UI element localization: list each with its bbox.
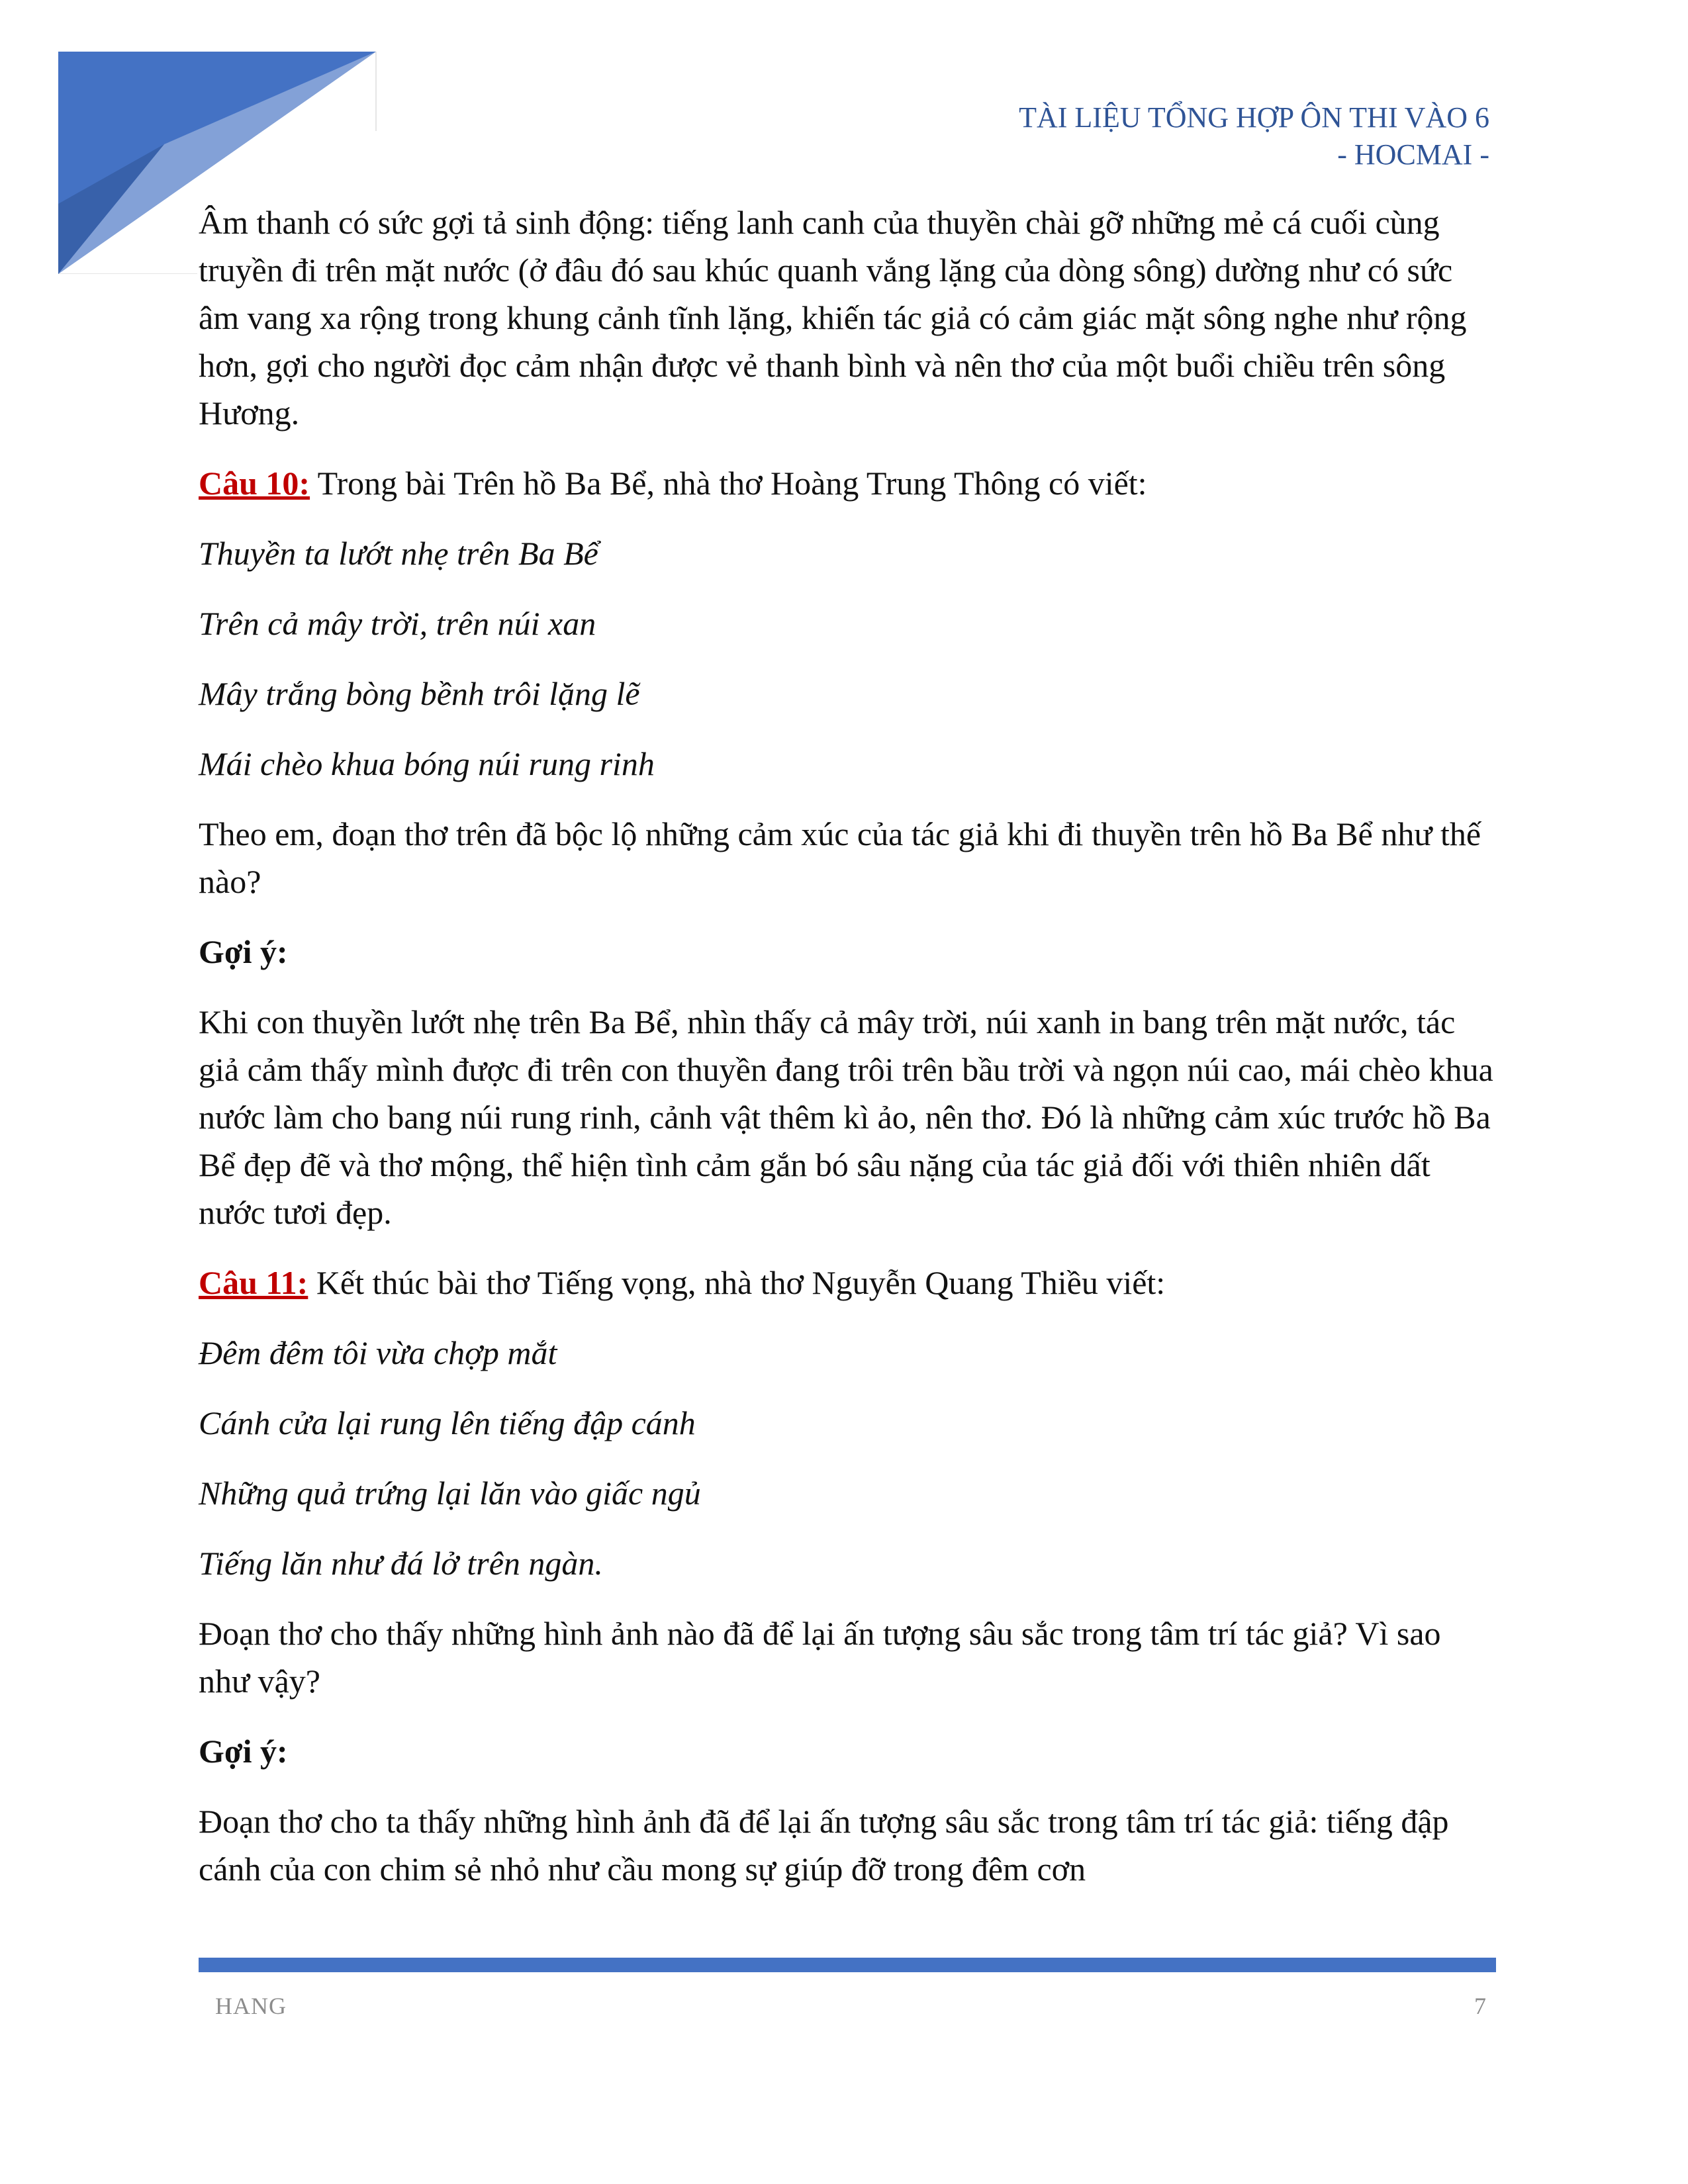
- hint-10-label: Gợi ý:: [199, 933, 288, 970]
- page-number: 7: [1474, 1993, 1486, 2019]
- footer-author: HANG: [215, 1993, 287, 2019]
- page-header: [1019, 99, 1489, 173]
- intro-paragraph: Âm thanh có sức gợi tả sinh động: tiếng lanh canh của thuyền chài gỡ những mẻ cá cuối cùng truyền đi trên mặt nước (ở đâu đó sau khúc quanh vắng lặng của dòng sông) dường như có sức âm vang xa rộng trong khung cảnh tĩnh lặng, khiến tác giả có cảm giác mặt sông nghe như rộng hơn, gợi cho người đọc cảm nhận được vẻ thanh bình và nên thơ của một buổi chiều trên sông Hương.: [199, 204, 1467, 432]
- poem-11-line-1: Đêm đêm tôi vừa chợp mắt: [199, 1334, 557, 1371]
- document-body: [199, 199, 1496, 1915]
- poem-10-line-2: Trên cả mây trời, trên núi xan: [199, 605, 596, 642]
- header-title: TÀI LIỆU TỔNG HỢP ÔN THI VÀO 6: [1019, 101, 1489, 134]
- answer-10: Khi con thuyền lướt nhẹ trên Ba Bể, nhìn thấy cả mây trời, núi xanh in bang trên mặt nước, tác giả cảm thấy mình được đi trên con thuyền đang trôi trên bầu trời và ngọn núi cao, mái chèo khua nước làm cho bang núi rung rinh, cảnh vật thêm kì ảo, nên thơ. Đó là những cảm xúc trước hồ Ba Bể đẹp đẽ và thơ mộng, thể hiện tình cảm gắn bó sâu nặng của tác giả đối với thiên nhiên dất nước tươi đẹp.: [199, 1003, 1493, 1231]
- question-11-label: Câu 11:: [199, 1264, 308, 1301]
- footer-divider: [199, 1958, 1496, 1972]
- hint-11-label: Gợi ý:: [199, 1733, 288, 1770]
- question-10-label: Câu 10:: [199, 465, 310, 502]
- poem-10-line-4: Mái chèo khua bóng núi rung rinh: [199, 745, 655, 782]
- question-11-text: Kết thúc bài thơ Tiếng vọng, nhà thơ Nguyễn Quang Thiều viết:: [308, 1264, 1166, 1301]
- poem-11-line-3: Những quả trứng lại lăn vào giấc ngủ: [199, 1475, 701, 1512]
- poem-10-line-1: Thuyền ta lướt nhẹ trên Ba Bể: [199, 535, 598, 572]
- answer-11: Đoạn thơ cho ta thấy những hình ảnh đã để lại ấn tượng sâu sắc trong tâm trí tác giả: tiếng đập cánh của con chim sẻ nhỏ như cầu mong sự giúp đỡ trong đêm cơn: [199, 1803, 1449, 1888]
- question-10-prompt: Theo em, đoạn thơ trên đã bộc lộ những cảm xúc của tác giả khi đi thuyền trên hồ Ba Bể như thế nào?: [199, 815, 1481, 900]
- poem-11-line-4: Tiếng lăn như đá lở trên ngàn.: [199, 1545, 603, 1582]
- header-subtitle: - HOCMAI -: [1337, 138, 1489, 171]
- question-11: [199, 1259, 1496, 1306]
- question-10: [199, 459, 1496, 507]
- question-10-text: Trong bài Trên hồ Ba Bể, nhà thơ Hoàng Trung Thông có viết:: [310, 465, 1147, 502]
- poem-10-line-3: Mây trắng bòng bềnh trôi lặng lẽ: [199, 675, 640, 712]
- poem-11-line-2: Cánh cửa lại rung lên tiếng đập cánh: [199, 1404, 696, 1441]
- question-11-prompt: Đoạn thơ cho thấy những hình ảnh nào đã để lại ấn tượng sâu sắc trong tâm trí tác giả? Vì sao như vậy?: [199, 1615, 1441, 1700]
